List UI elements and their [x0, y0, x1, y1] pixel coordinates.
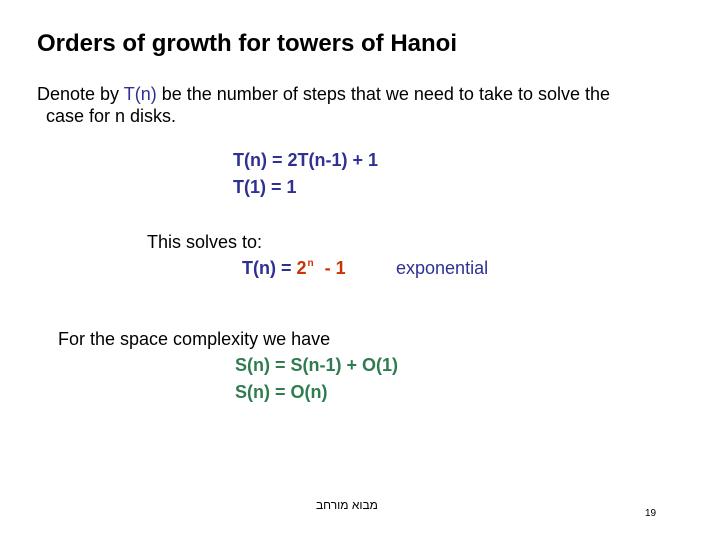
footer-course-name: מבוא מורחב [316, 498, 378, 512]
solution-exponent: n [307, 258, 314, 269]
solution-formula [242, 258, 346, 279]
intro-prefix: Denote by [37, 84, 124, 104]
space-lead: For the space complexity we have [58, 329, 331, 349]
space-line2: S(n) = O(n) [235, 382, 328, 402]
slide-title: Orders of growth for towers of Hanoi [37, 30, 458, 57]
intro-suffix: be the number of steps that we need to take to solve the [156, 84, 611, 104]
solution-lhs: T(n) = [242, 258, 297, 278]
solution-label: exponential [396, 258, 489, 278]
recurrence-line2: T(1) = 1 [233, 177, 297, 197]
solution-lead: This solves to: [147, 232, 263, 252]
page-number: 19 [645, 508, 657, 519]
solution-tail: - 1 [319, 258, 346, 278]
recurrence-line1: T(n) = 2T(n-1) + 1 [233, 150, 379, 170]
space-line1: S(n) = S(n-1) + O(1) [235, 355, 399, 375]
intro-line2: case for n disks. [46, 106, 177, 126]
intro-text [37, 83, 610, 127]
intro-term: T(n) [123, 84, 157, 104]
solution-base: 2 [296, 258, 307, 278]
